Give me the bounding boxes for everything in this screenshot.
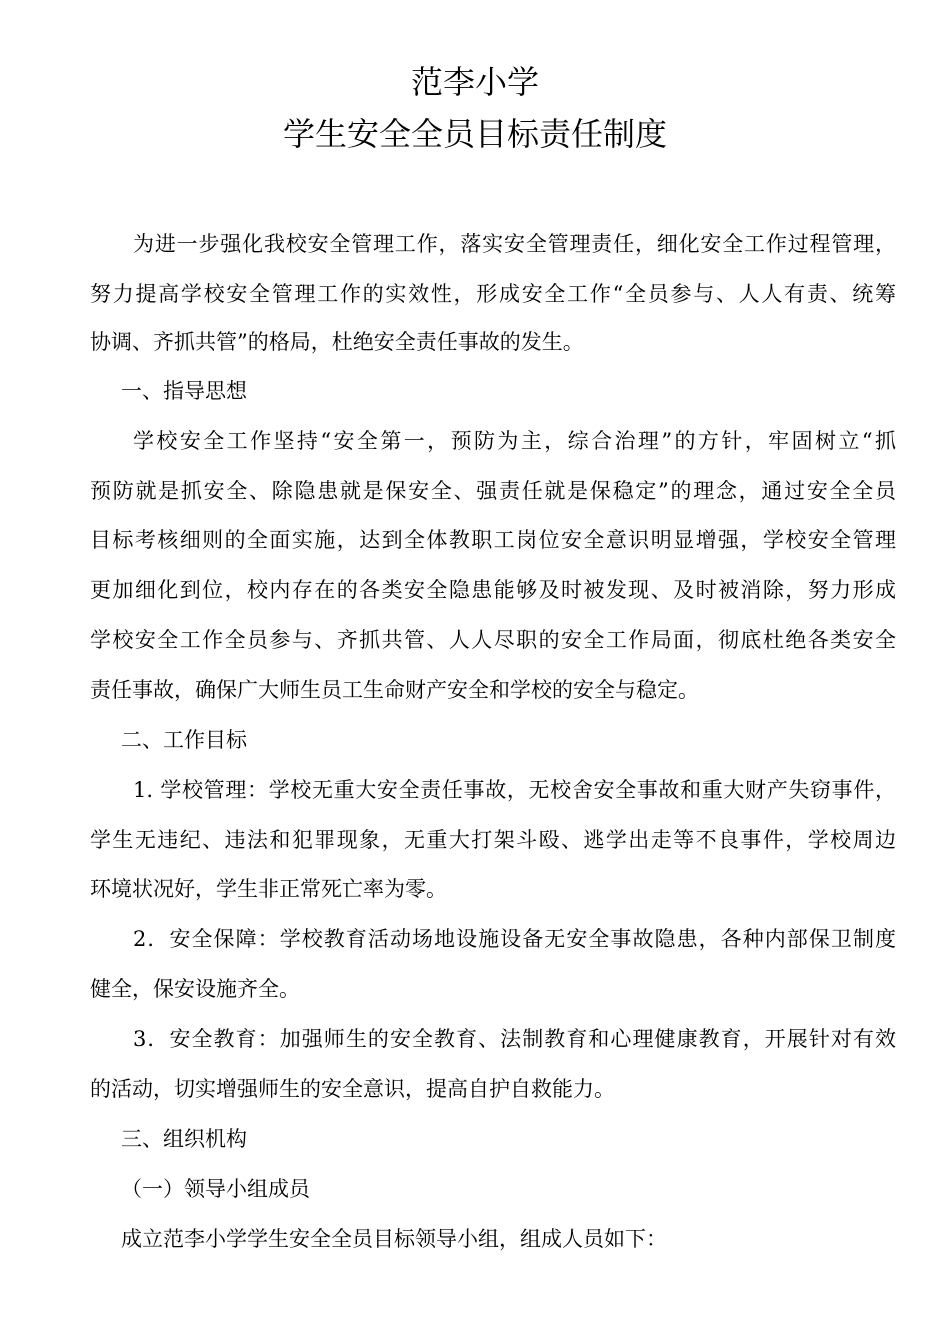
guiding-paragraph-line: 责任事故，确保广大师生员工生命财产安全和学校的安全与稳定。 [90,678,699,702]
guiding-paragraph-line: 预防就是抓安全、除隐患就是保安全、强责任就是保稳定”的理念，通过安全全员 [90,479,896,503]
goal-item-line: 环境状况好，学生非正常死亡率为零。 [90,877,447,901]
guiding-paragraph-line: 学校安全工作全员参与、齐抓共管、人人尽职的安全工作局面，彻底杜绝各类安全 [90,628,896,652]
intro-paragraph-line: 为进一步强化我校安全管理工作，落实安全管理责任，细化安全工作过程管理， [133,232,896,256]
guiding-paragraph-line: 学校安全工作坚持“安全第一，预防为主，综合治理”的方针，牢固树立“抓 [133,429,896,453]
body-text-line: 成立范李小学学生安全全员目标领导小组，组成人员如下： [121,1227,667,1251]
document-title: 学生安全全员目标责任制度 [282,115,667,153]
goal-item-line: 健全，保安设施齐全。 [90,977,300,1001]
intro-paragraph-line: 协调、齐抓共管”的格局，杜绝安全责任事故的发生。 [90,330,584,354]
goal-item-line: 学生无违纪、违法和犯罪现象，无重大打架斗殴、逃学出走等不良事件，学校周边 [90,828,896,852]
school-name-title: 范李小学 [410,63,539,101]
goal-item-line: 的活动，切实增强师生的安全意识，提高自护自救能力。 [90,1077,615,1101]
goal-item-line: 1. 学校管理：学校无重大安全责任事故，无校舍安全事故和重大财产失窃事件， [133,778,896,802]
section-heading: 二、工作目标 [121,728,247,752]
section-heading: 一、指导思想 [121,379,247,403]
subsection-heading: （一）领导小组成员 [121,1177,310,1201]
guiding-paragraph-line: 更加细化到位，校内存在的各类安全隐患能够及时被发现、及时被消除，努力形成 [90,578,896,602]
intro-paragraph-line: 努力提高学校安全管理工作的实效性，形成安全工作“全员参与、人人有责、统筹 [90,282,896,306]
goal-item-line: 2．安全保障：学校教育活动场地设施设备无安全事故隐患，各种内部保卫制度 [133,927,896,951]
section-heading: 三、组织机构 [121,1127,247,1151]
guiding-paragraph-line: 目标考核细则的全面实施，达到全体教职工岗位安全意识明显增强，学校安全管理 [90,528,896,552]
goal-item-line: 3．安全教育：加强师生的安全教育、法制教育和心理健康教育，开展针对有效 [133,1027,896,1051]
